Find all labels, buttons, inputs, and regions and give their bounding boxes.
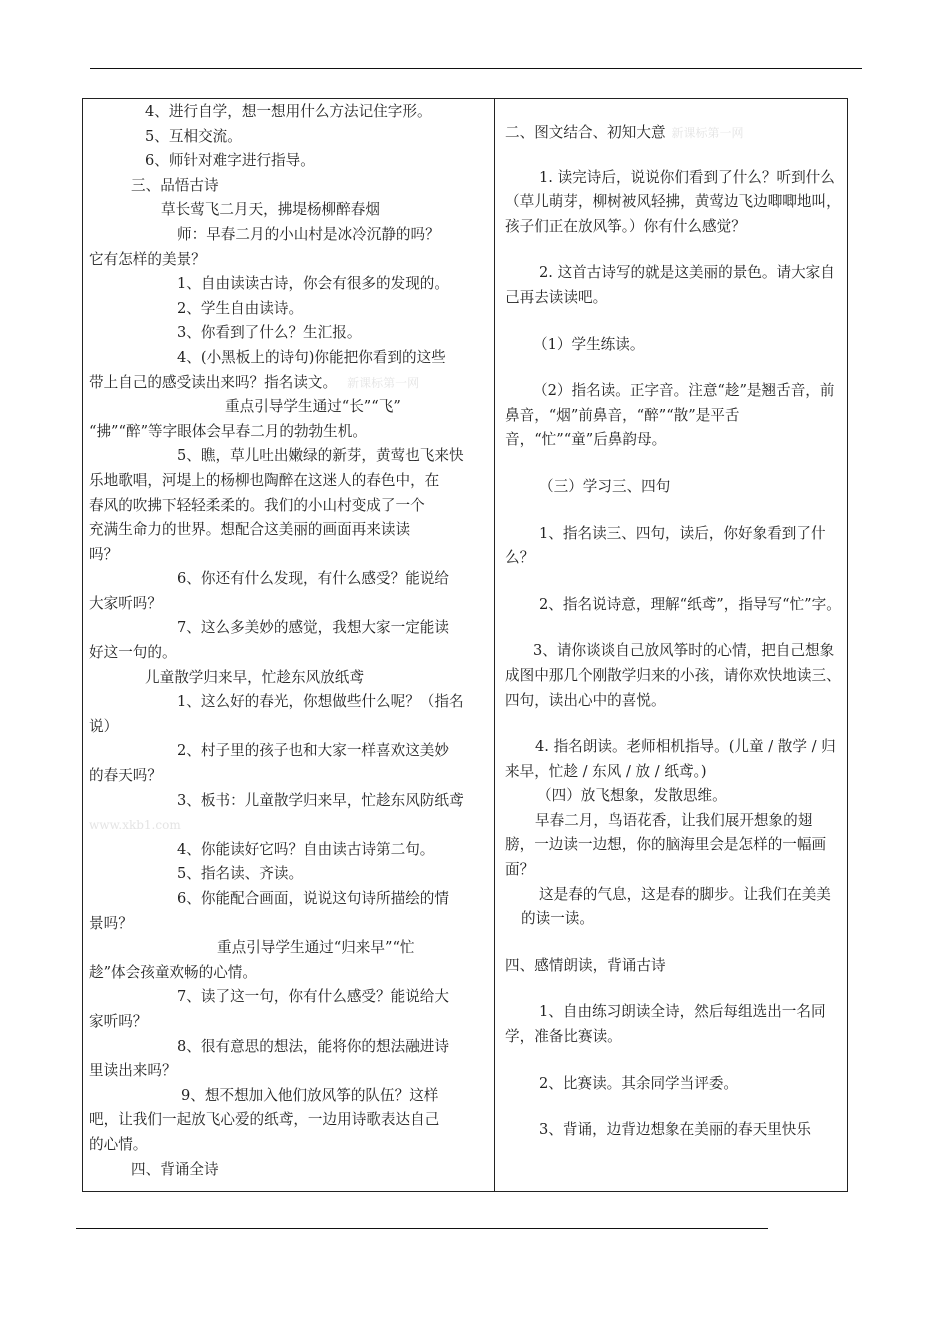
left-line: 7、这么多美妙的感觉，我想大家一定能读 (177, 619, 449, 637)
left-line: 吧，让我们一起放飞心爱的纸鸢，一边用诗歌表达自己 (89, 1111, 440, 1129)
left-line: 景吗？ (89, 914, 133, 932)
section-heading: 二、图文结合、初知大意 新课标第一网 (505, 124, 744, 141)
left-column (83, 99, 495, 1191)
left-line: 2、学生自由读诗。 (177, 299, 304, 317)
left-line: 5、互相交流。 (145, 127, 242, 145)
paragraph: （1）学生练读。 (533, 335, 645, 353)
left-line: 重点引导学生通过“长”“飞” (225, 398, 401, 416)
section-heading: 四、感情朗读，背诵古诗 (505, 956, 666, 974)
paragraph: 3、背诵，边背边想象在美丽的春天里快乐 (539, 1121, 811, 1139)
watermark-text: 新课标第一网 (347, 375, 420, 390)
left-line: 吗？ (89, 545, 119, 563)
left-line: 乐地歌唱，河堤上的杨柳也陶醉在这迷人的春色中，在 (89, 471, 440, 489)
right-column (495, 99, 847, 1191)
paragraph: 1、自由练习朗读全诗，然后每组选出一名同学，准备比赛读。 (505, 1003, 826, 1046)
left-line: 6、师针对难字进行指导。 (145, 152, 315, 170)
footer-rule (76, 1228, 768, 1229)
paragraph: 3、请你谈谈自己放风筝时的心情，把自己想象成图中那几个刚散学归来的小孩，请你欢快地读三、四句，读出心中的喜悦。 (505, 642, 841, 709)
left-line: 8、很有意思的想法，能将你的想法融进诗 (177, 1037, 449, 1055)
left-line: 的心情。 (89, 1135, 148, 1153)
paragraph: 1. 读完诗后，说说你们看到了什么？听到什么（草儿萌芽，柳树被风轻拂，黄莺边飞边唧唧地叫，孩子们正在放风筝。）你有什么感觉？ (505, 168, 841, 235)
left-line: 3、板书：儿童散学归来早，忙趁东风防纸鸢 (177, 791, 464, 809)
poem-line: 儿童散学归来早，忙趁东风放纸鸢 (145, 668, 364, 686)
paragraph: （2）指名读。正字音。注意“趁”是翘舌音，前鼻音，“烟”前鼻音，“醉”“散”是平舌音，“忙”“童”后鼻韵母。 (505, 382, 835, 449)
left-line: 春风的吹拂下轻轻柔柔的。我们的小山村变成了一个 (89, 496, 425, 514)
paragraph: 2、指名说诗意，理解“纸鸢”，指导写“忙”字。 (539, 595, 841, 613)
left-line: 师：早春二月的小山村是冰冷沉静的吗？ (177, 225, 440, 243)
left-line: 的春天吗？ (89, 767, 162, 785)
poem-line: 草长莺飞二月天，拂堤杨柳醉春烟 (161, 201, 380, 219)
left-line: 家听吗？ (89, 1012, 148, 1030)
left-line: 3、你看到了什么？生汇报。 (177, 324, 362, 342)
left-line: 5、瞧，草儿吐出嫩绿的新芽，黄莺也飞来快 (177, 447, 464, 465)
left-line: 5、指名读、齐读。 (177, 865, 304, 883)
left-line: 里读出来吗？ (89, 1062, 177, 1080)
section-heading: 三、品悟古诗 (131, 176, 219, 194)
left-line: 它有怎样的美景？ (89, 250, 206, 268)
left-line: 6、你还有什么发现，有什么感受？能说给 (177, 570, 449, 588)
section-heading: 四、背诵全诗 (131, 1160, 219, 1178)
watermark-text: www.xkb1.com (89, 818, 181, 833)
left-line: “拂”“醉”等字眼体会早春二月的勃勃生机。 (89, 422, 367, 440)
left-line: 充满生命力的世界。想配合这美丽的画面再来读读 (89, 521, 411, 539)
left-line: 1、自由读读古诗，你会有很多的发现的。 (177, 275, 449, 293)
paragraph: 2. 这首古诗写的就是这美丽的景色。请大家自己再去读读吧。 (505, 264, 835, 306)
left-line: 1、这么好的春光，你想做些什么呢？（指名 (177, 693, 464, 711)
header-rule (90, 68, 862, 69)
left-line: 9、想不想加入他们放风筝的队伍？这样 (181, 1086, 439, 1104)
left-line: 带上自己的感受读出来吗？指名读文。 新课标第一网 (89, 373, 420, 391)
paragraph: 2、比赛读。其余同学当评委。 (539, 1074, 739, 1092)
watermark-text: 新课标第一网 (671, 126, 744, 140)
left-line: 好这一句的。 (89, 644, 177, 662)
left-line: 7、读了这一句，你有什么感受？能说给大 (177, 988, 449, 1006)
paragraph: （四）放飞想象，发散思维。 (537, 787, 727, 805)
left-line: 说） (89, 717, 119, 735)
paragraph: 早春二月，鸟语花香，让我们展开想象的翅膀，一边读一边想，你的脑海里会是怎样的一幅画面？ (505, 811, 827, 879)
lesson-table (82, 98, 848, 1192)
paragraph: 这是春的气息，这是春的脚步。让我们在美美的读一读。 (521, 885, 831, 928)
left-line: 4、进行自学，想一想用什么方法记住字形。 (145, 103, 432, 120)
paragraph: （三）学习三、四句 (539, 477, 671, 495)
paragraph: 4. 指名朗读。老师相机指导。(儿童 / 散学 / 归来早，忙趁 / 东风 / 放 / 纸鸢。) (505, 738, 836, 780)
left-line: 4、你能读好它吗？自由读古诗第二句。 (177, 840, 435, 858)
left-line: 2、村子里的孩子也和大家一样喜欢这美妙 (177, 742, 449, 760)
left-line: 4、(小黑板上的诗句)你能把你看到的这些 (177, 348, 446, 366)
left-line: 大家听吗？ (89, 594, 162, 612)
left-line: 6、你能配合画面，说说这句诗所描绘的情 (177, 890, 449, 907)
paragraph: 1、指名读三、四句，读后，你好象看到了什么？ (505, 524, 826, 567)
left-line: 重点引导学生通过“归来早”“忙 (217, 939, 415, 957)
left-line: 趁”体会孩童欢畅的心情。 (89, 963, 257, 981)
